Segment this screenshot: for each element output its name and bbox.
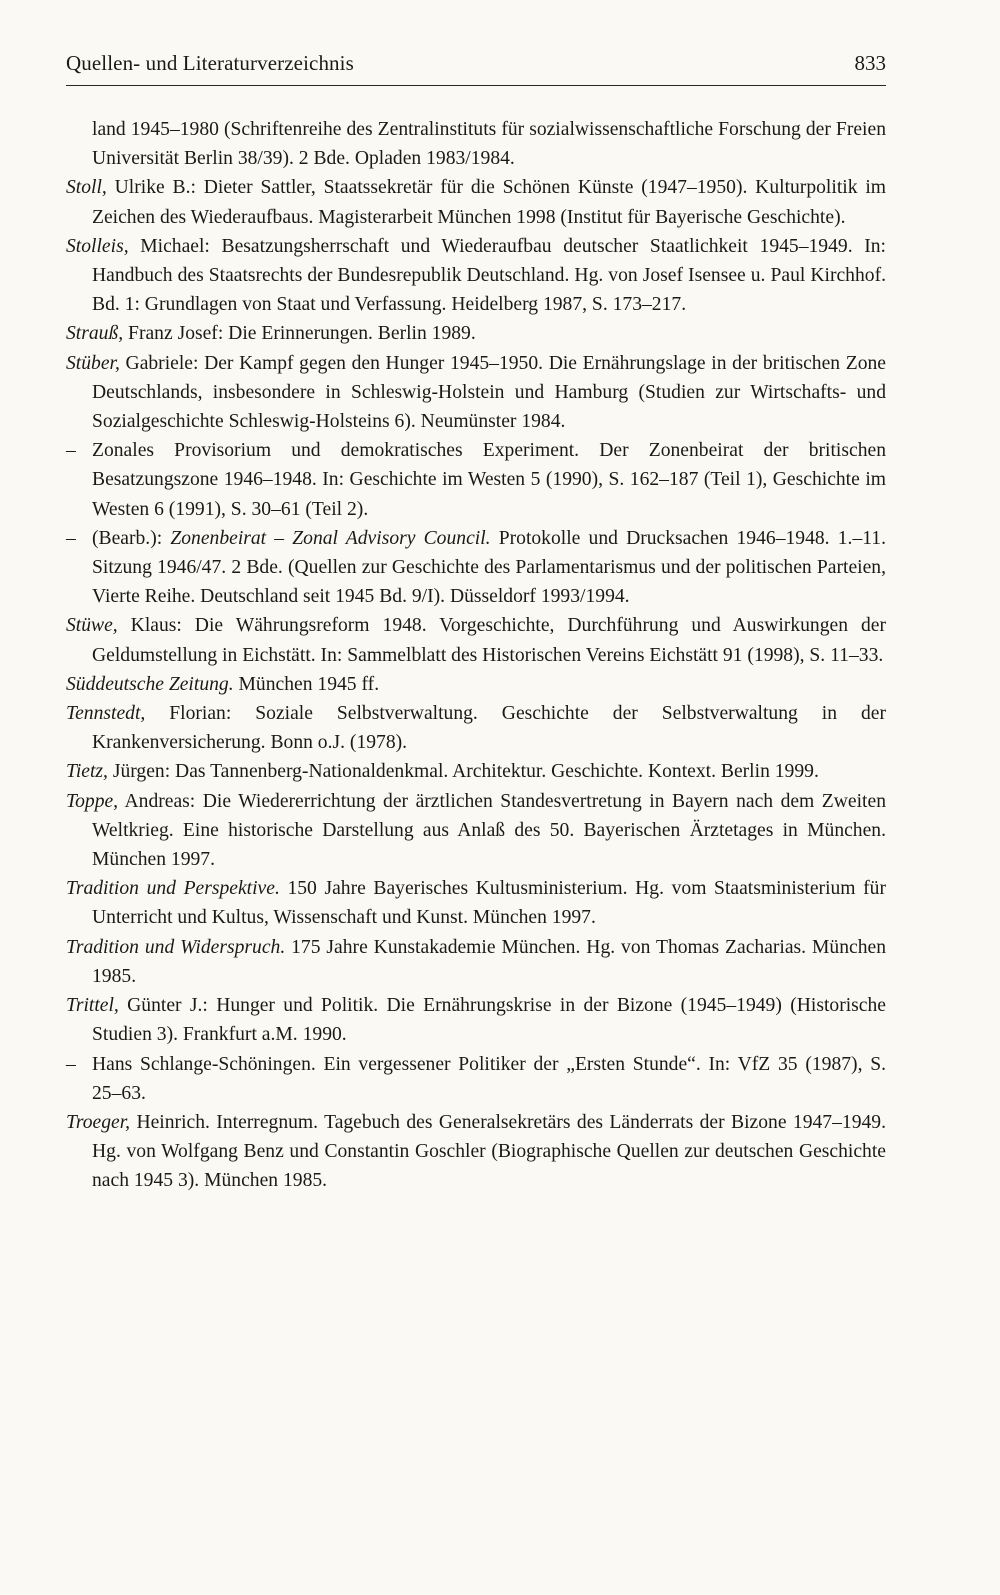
entry-text: Heinrich. Interregnum. Tagebuch des Generalsekretärs des Länderrats der Bizone 1947–1949. Hg. von Wolfgang Benz und Constantin Goschler (Biographische Quellen zur deutschen Geschichte nach 1945 3). München 1985. xyxy=(92,1111,886,1192)
entry-italic-title: Zonenbeirat – Zonal Advisory Council. xyxy=(170,527,491,549)
entry-author: Toppe, xyxy=(66,790,119,812)
entry-author: Tennstedt, xyxy=(66,703,146,725)
running-header xyxy=(66,46,886,86)
bibliography-list xyxy=(66,115,886,1196)
bibliography-entry xyxy=(66,670,886,699)
ditto-dash: – xyxy=(66,1053,76,1075)
entry-text-prefix: (Bearb.): xyxy=(92,527,171,549)
entry-text: Zonales Provisorium und demokratisches Experiment. Der Zonenbeirat der britischen Besatzungszone 1946–1948. In: Geschichte im Westen 5 (1990), S. 162–187 (Teil 1), Geschichte im Westen 6 (1991), S. 30–61 (Teil 2). xyxy=(92,440,886,520)
entry-text: Hans Schlange-Schöningen. Ein vergessener Politiker der „Ersten Stunde“. In: VfZ 35 (1987), S. 25–63. xyxy=(92,1053,886,1104)
entry-author: Tradition und Perspektive. xyxy=(66,878,280,900)
bibliography-entry xyxy=(66,611,886,669)
bibliography-entry-same-author xyxy=(66,524,886,612)
entry-author: Trittel, xyxy=(66,995,119,1017)
bibliography-entry xyxy=(66,874,886,932)
bibliography-entry-same-author xyxy=(66,436,886,524)
entry-author: Stüwe, xyxy=(66,615,118,637)
ditto-dash: – xyxy=(66,440,76,462)
entry-text: Ulrike B.: Dieter Sattler, Staatssekretär für die Schönen Künste (1947–1950). Kulturpolitik im Zeichen des Wiederaufbaus. Magisterarbeit München 1998 (Institut für Bayerische Geschichte). xyxy=(92,177,886,228)
bibliography-entry xyxy=(66,173,886,231)
bibliography-entry xyxy=(66,319,886,348)
entry-author: Stoll, xyxy=(66,177,107,199)
entry-author: Tradition und Widerspruch. xyxy=(66,936,286,958)
page-number: 833 xyxy=(854,51,886,75)
entry-text: land 1945–1980 (Schriftenreihe des Zentralinstituts für sozialwissenschaftliche Forschung der Freien Universität Berlin 38/39). 2 Bde. Opladen 1983/1984. xyxy=(92,119,886,170)
entry-author: Stolleis, xyxy=(66,235,129,257)
entry-text: Gabriele: Der Kampf gegen den Hunger 1945–1950. Die Ernährungslage in der britischen Zone Deutschlands, insbesondere in Schleswig-Holstein und Hamburg (Studien zur Wirtschafts- und Sozialgeschichte Schleswig-Holsteins 6). Neumünster 1984. xyxy=(92,352,886,433)
entry-text: Andreas: Die Wiedererrichtung der ärztlichen Standesvertretung in Bayern nach dem Zweiten Weltkrieg. Eine historische Darstellung aus Anlaß des 50. Bayerischen Ärztetages in München. München 1997. xyxy=(92,790,886,871)
bibliography-entry xyxy=(66,699,886,757)
bibliography-entry xyxy=(66,232,886,320)
entry-text: München 1945 ff. xyxy=(233,673,380,695)
entry-text: Franz Josef: Die Erinnerungen. Berlin 1989. xyxy=(123,323,476,345)
entry-author: Strauß, xyxy=(66,323,124,345)
bibliography-entry xyxy=(66,991,886,1049)
entry-author: Troeger, xyxy=(66,1111,131,1133)
entry-text: Jürgen: Das Tannenberg-Nationaldenkmal. Architektur. Geschichte. Kontext. Berlin 1999. xyxy=(107,761,819,783)
entry-author: Süddeutsche Zeitung. xyxy=(66,673,234,695)
bibliography-entry xyxy=(66,787,886,875)
entry-text: Klaus: Die Währungsreform 1948. Vorgeschichte, Durchführung und Auswirkungen der Geldumstellung in Eichstätt. In: Sammelblatt des Historischen Vereins Eichstätt 91 (1998), S. 11–33. xyxy=(92,615,886,666)
ditto-dash: – xyxy=(66,527,76,549)
entry-author: Tietz, xyxy=(66,761,108,783)
bibliography-entry xyxy=(66,933,886,991)
bibliography-entry xyxy=(66,1108,886,1196)
bibliography-entry xyxy=(66,349,886,437)
running-header-title: Quellen- und Literaturverzeichnis xyxy=(66,51,354,75)
entry-text: Michael: Besatzungsherrschaft und Wiederaufbau deutscher Staatlichkeit 1945–1949. In: Handbuch des Staatsrechts der Bundesrepublik Deutschland. Hg. von Josef Isensee u. Paul Kirchhof. Bd. 1: Grundlagen von Staat und Verfassung. Heidelberg 1987, S. 173–217. xyxy=(92,235,886,316)
entry-text: 150 Jahre Bayerisches Kultusministerium. Hg. vom Staatsministerium für Unterricht und Kultus, Wissenschaft und Kunst. München 1997. xyxy=(92,878,886,929)
entry-author: Stüber, xyxy=(66,352,120,374)
entry-text: Florian: Soziale Selbstverwaltung. Geschichte der Selbstverwaltung in der Krankenversicherung. Bonn o.J. (1978). xyxy=(92,703,886,754)
bibliography-entry-continuation xyxy=(66,115,886,173)
entry-text: Günter J.: Hunger und Politik. Die Ernährungskrise in der Bizone (1945–1949) (Historische Studien 3). Frankfurt a.M. 1990. xyxy=(92,995,886,1046)
bibliography-entry xyxy=(66,757,886,786)
bibliography-entry-same-author xyxy=(66,1050,886,1108)
header-rule xyxy=(66,85,886,86)
entry-text: Protokolle und Drucksachen 1946–1948. 1.–11. Sitzung 1946/47. 2 Bde. (Quellen zur Geschichte des Parlamentarismus und der politischen Parteien, Vierte Reihe. Deutschland seit 1945 Bd. 9/I). Düsseldorf 1993/1994. xyxy=(92,527,887,608)
entry-text: 175 Jahre Kunstakademie München. Hg. von Thomas Zacharias. München 1985. xyxy=(92,936,886,987)
